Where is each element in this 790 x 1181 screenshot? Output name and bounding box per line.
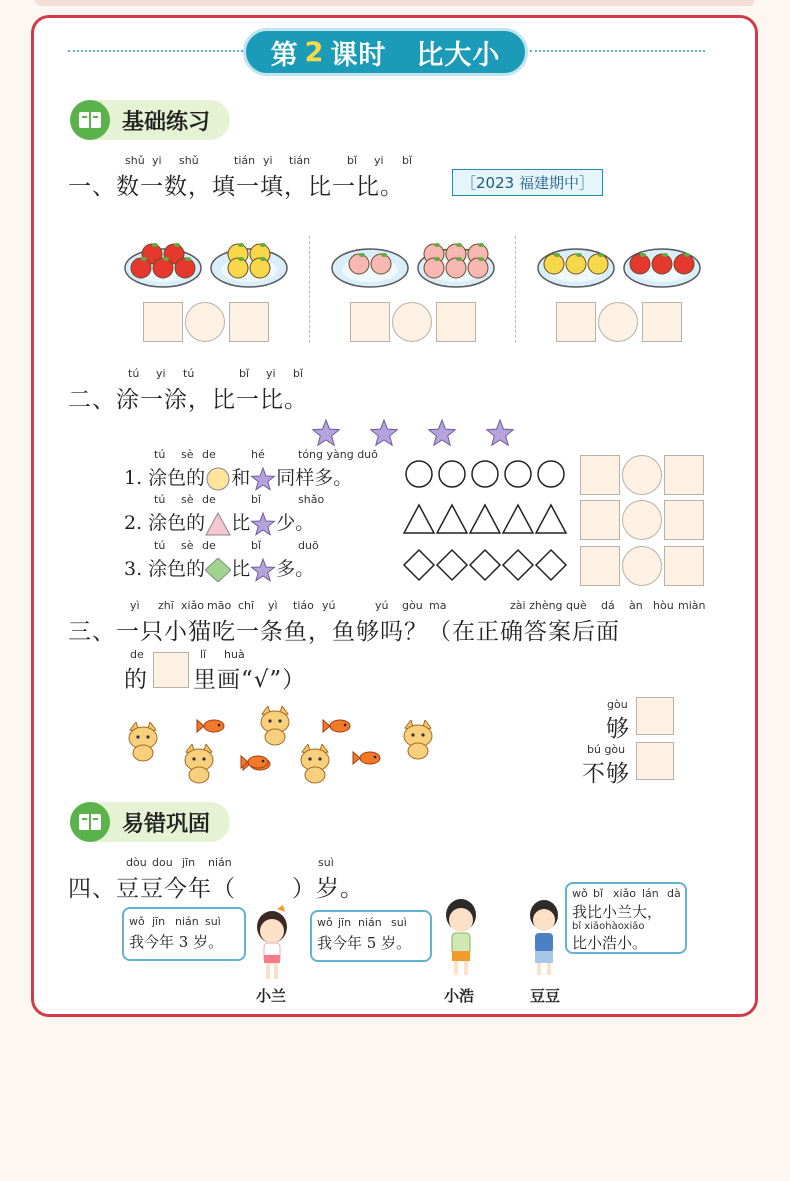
compare-answer-circle[interactable] [598, 302, 638, 342]
plate-of-apples [622, 232, 702, 290]
option-not-enough-pinyin: bú gòu [587, 743, 626, 756]
q4-text-pre: 四、豆豆今年（ [68, 876, 236, 902]
triangle-outline [536, 505, 566, 533]
title-number: 2 [304, 36, 325, 68]
peache-fruit [468, 258, 488, 278]
fish-icon [196, 716, 226, 736]
book-icon [70, 100, 110, 140]
compare-answer-circle[interactable] [622, 500, 662, 540]
fish-icon [322, 716, 352, 736]
page-top-edge [35, 0, 755, 6]
speech-bubble-doudou [565, 882, 687, 954]
count-answer-box[interactable] [642, 302, 682, 342]
pinyin-q1-5: tián [289, 154, 311, 167]
pinyin-q2-0: tú [128, 367, 140, 380]
pinyin-q3b-1: lǐ [200, 648, 207, 661]
apple-fruit [131, 258, 151, 278]
q1-text: 一、数一数，填一填，比一比。 [68, 174, 404, 200]
peache-fruit [446, 258, 466, 278]
pinyin-q2item2-2: de [202, 539, 216, 552]
circle-swatch-icon [205, 467, 231, 491]
star-icon [250, 467, 276, 491]
kid-name-xiaolan: 小兰 [256, 987, 287, 1005]
circle-row-to-color[interactable] [402, 457, 572, 491]
kid-name-doudou: 豆豆 [530, 987, 561, 1005]
pinyin-b3-2: xiǎo [613, 887, 637, 900]
bubble-doudou-line2: 比小浩小。 [572, 934, 648, 952]
option-enough-label: 够 [606, 716, 630, 742]
count-answer-box[interactable] [350, 302, 390, 342]
pinyin-q3a-4: chī [238, 599, 255, 612]
apple-fruit [153, 258, 173, 278]
book-icon [70, 802, 110, 842]
star-icon [429, 420, 456, 445]
bubble-xiaolan-text: 我今年 3 岁。 [129, 933, 224, 951]
boy-xiaohao-illustration [437, 893, 487, 981]
count-answer-box[interactable] [556, 302, 596, 342]
pinyin-q2item2-4: duō [298, 539, 319, 552]
pinyin-q2item2-0: tú [154, 539, 166, 552]
apple-fruit [630, 254, 650, 274]
peache-fruit [349, 254, 369, 274]
option-not-enough-checkbox[interactable] [636, 742, 674, 780]
pinyin-q3a-3: māo [207, 599, 232, 612]
pinyin-q3a-0: yì [130, 599, 140, 612]
apple-fruit [652, 254, 672, 274]
apple-fruit [175, 258, 195, 278]
pinyin-b3-1: bǐ [593, 887, 604, 900]
cat-icon [180, 744, 218, 784]
speech-bubble-xiaolan [122, 907, 246, 961]
pinyin-q3a-1: zhī [158, 599, 174, 612]
plate-of-apples [123, 232, 203, 290]
bubble-xiaohao-text: 我今年 5 岁。 [317, 934, 412, 952]
pinyin-q3a-7: yú [322, 599, 336, 612]
pinyin-b1-3: suì [205, 915, 221, 928]
count-answer-box[interactable] [664, 546, 704, 586]
pinyin-b1-1: jīn [152, 915, 166, 928]
pinyin-q3b-2: huà [224, 648, 245, 661]
pinyin-q2item2-1: sè [181, 539, 194, 552]
diamond-row-to-color[interactable] [402, 548, 572, 582]
compare-answer-circle[interactable] [622, 546, 662, 586]
header-dots-right [530, 50, 705, 52]
pinyin-b1-2: nián [175, 915, 199, 928]
count-answer-box[interactable] [580, 546, 620, 586]
plate-of-peaches [416, 232, 496, 290]
option-not-enough-label: 不够 [582, 761, 630, 787]
pinyin-q3a-9: gòu [402, 599, 423, 612]
star-row [310, 418, 530, 450]
pear-fruit [250, 258, 270, 278]
diamond-outline [437, 550, 467, 580]
pinyin-q3a-5: yì [268, 599, 278, 612]
compare-answer-circle[interactable] [392, 302, 432, 342]
cat-icon [296, 744, 334, 784]
pinyin-q3a-8: yú [375, 599, 389, 612]
pinyin-q2item0-1: sè [181, 448, 194, 461]
circle-outline [406, 461, 432, 487]
pear-fruit [544, 254, 564, 274]
compare-answer-circle[interactable] [185, 302, 225, 342]
speech-bubble-xiaohao [310, 910, 432, 962]
section-basic-label: 基础练习 [122, 109, 211, 135]
pinyin-q3a-12: dá [601, 599, 615, 612]
pinyin-q2item1-2: de [202, 493, 216, 506]
pinyin-q2item2-3: bǐ [251, 539, 262, 552]
pinyin-q3a-6: tiáo [293, 599, 314, 612]
count-answer-box[interactable] [580, 500, 620, 540]
pinyin-q2-3: bǐ [239, 367, 250, 380]
count-answer-box[interactable] [580, 455, 620, 495]
q3-text-line2-pre: 的 [124, 667, 148, 693]
bubble-doudou-pinyin2: bǐ xiǎohàoxiǎo [572, 921, 645, 932]
diamond-outline [536, 550, 566, 580]
cat-icon [399, 720, 437, 760]
pinyin-q4-3: nián [208, 856, 232, 869]
option-enough-pinyin: gòu [607, 698, 628, 711]
cat-icon [124, 722, 162, 762]
pinyin-b1-0: wǒ [129, 915, 145, 928]
plate-of-pears [209, 232, 289, 290]
q2-text: 二、涂一涂，比一比。 [68, 387, 308, 413]
pinyin-q2item1-3: bǐ [251, 493, 262, 506]
fish-icon [352, 748, 382, 768]
section-basic-practice [70, 100, 230, 140]
triangle-outline [503, 505, 533, 533]
triangle-outline [404, 505, 434, 533]
triangle-outline [437, 505, 467, 533]
pinyin-q2item0-2: de [202, 448, 216, 461]
star-icon [313, 420, 340, 445]
pinyin-q2-5: bǐ [293, 367, 304, 380]
count-answer-box[interactable] [664, 500, 704, 540]
pear-fruit [588, 254, 608, 274]
compare-answer-circle[interactable] [622, 455, 662, 495]
title-topic: 比大小 [416, 39, 501, 71]
pinyin-q2-2: tú [183, 367, 195, 380]
option-enough-checkbox[interactable] [636, 697, 674, 735]
pinyin-q1-7: yi [374, 154, 384, 167]
q2-item-1: 1. 涂色的 和 同样多。 [124, 467, 353, 489]
pinyin-q3a-2: xiǎo [181, 599, 205, 612]
circle-outline [505, 461, 531, 487]
pinyin-q4-2: jīn [182, 856, 196, 869]
pinyin-q1-8: bǐ [402, 154, 413, 167]
lesson-title [243, 28, 528, 76]
girl-xiaolan-illustration [247, 905, 297, 983]
pinyin-q1-3: tián [234, 154, 256, 167]
diamond-outline [470, 550, 500, 580]
pinyin-b2-3: suì [391, 916, 407, 929]
bubble-doudou-line1: 我比小兰大， [572, 903, 663, 921]
triangle-row-to-color[interactable] [402, 502, 572, 536]
divider [515, 236, 516, 343]
cat-icon [256, 706, 294, 746]
peache-fruit [371, 254, 391, 274]
pinyin-q3a-10: ma [429, 599, 447, 612]
pinyin-q4-4: suì [318, 856, 334, 869]
circle-outline [472, 461, 498, 487]
pinyin-q3b-0: de [130, 648, 144, 661]
pinyin-q2item0-3: hé [251, 448, 265, 461]
pinyin-b2-2: nián [358, 916, 382, 929]
header-dots-left [68, 50, 243, 52]
count-answer-box[interactable] [229, 302, 269, 342]
diamond-swatch-icon [205, 558, 231, 582]
pinyin-q2item0-4: tóng yàng duō [298, 448, 378, 461]
pinyin-q2-4: yi [266, 367, 276, 380]
triangle-swatch-icon [205, 512, 231, 536]
pinyin-q3a-11: zài zhèng què [510, 599, 587, 612]
pinyin-b3-4: dà [667, 887, 681, 900]
pinyin-q1-6: bǐ [347, 154, 358, 167]
diamond-outline [404, 550, 434, 580]
pinyin-b3-0: wǒ [572, 887, 588, 900]
pinyin-q2item0-0: tú [154, 448, 166, 461]
apple-fruit [674, 254, 694, 274]
q2-item-2: 2. 涂色的 比 少。 [124, 512, 315, 534]
divider [309, 236, 310, 343]
peache-fruit [424, 258, 444, 278]
pinyin-b2-1: jīn [338, 916, 352, 929]
q1-source-tag: ［2023 福建期中］ [452, 169, 603, 196]
diamond-outline [503, 550, 533, 580]
title-mid: 课时 [330, 39, 387, 71]
pinyin-q1-4: yi [263, 154, 273, 167]
pinyin-q4-0: dòu [126, 856, 147, 869]
pinyin-q2item1-1: sè [181, 493, 194, 506]
pinyin-q2item1-4: shǎo [298, 493, 325, 506]
pinyin-q3a-15: miàn [678, 599, 706, 612]
pinyin-b2-0: wǒ [317, 916, 333, 929]
pinyin-q1-0: shǔ [125, 154, 145, 167]
triangle-outline [470, 505, 500, 533]
pinyin-q1-1: yi [152, 154, 162, 167]
star-icon [371, 420, 398, 445]
circle-outline [538, 461, 564, 487]
plate-of-pears [536, 232, 616, 290]
pinyin-q3a-14: hòu [653, 599, 674, 612]
q4-text-post: ）岁。 [292, 876, 364, 902]
section-mistake-review [70, 802, 230, 842]
star-icon [487, 420, 514, 445]
count-answer-box[interactable] [436, 302, 476, 342]
title-prefix: 第 [270, 39, 299, 71]
q4-answer-blank[interactable] [247, 868, 295, 896]
pinyin-q3a-13: àn [629, 599, 643, 612]
q3-text-line2-post: 里画“√”） [193, 667, 307, 693]
pinyin-q2item1-0: tú [154, 493, 166, 506]
star-icon [250, 512, 276, 536]
kid-name-xiaohao: 小浩 [444, 987, 475, 1005]
plate-of-peaches [330, 232, 410, 290]
pinyin-q1-2: shǔ [179, 154, 199, 167]
pinyin-q2-1: yi [156, 367, 166, 380]
count-answer-box[interactable] [664, 455, 704, 495]
pear-fruit [228, 258, 248, 278]
star-icon [250, 558, 276, 582]
circle-outline [439, 461, 465, 487]
section-mistake-label: 易错巩固 [122, 811, 211, 837]
answer-box-sample [153, 652, 189, 688]
q2-item-3: 3. 涂色的 比 多。 [124, 558, 315, 580]
pinyin-b3-3: lán [642, 887, 659, 900]
boy-doudou-illustration [522, 895, 568, 981]
q3-text-line1: 三、一只小猫吃一条鱼，鱼够吗？（在正确答案后面 [68, 619, 620, 645]
count-answer-box[interactable] [143, 302, 183, 342]
fish-icon [240, 752, 270, 772]
pinyin-q4-1: dou [152, 856, 173, 869]
pear-fruit [566, 254, 586, 274]
